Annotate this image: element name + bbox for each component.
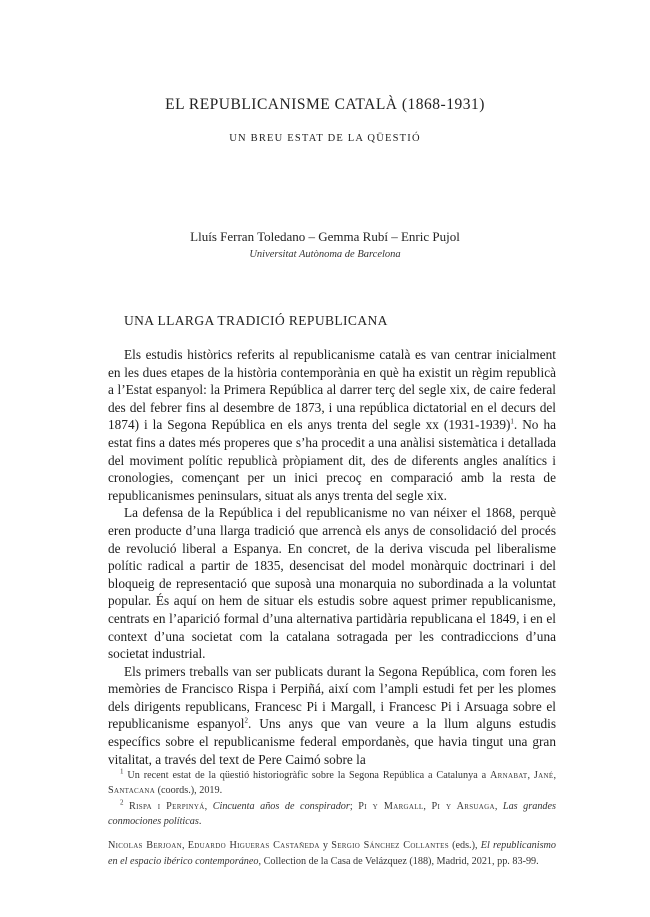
- book-citation: [108, 838, 556, 870]
- footnote-1-text: Un recent estat de la qüestió historiogràfic sobre la Segona República a Catalunya a: [123, 770, 490, 781]
- citation-book-title: El republicanismo en el espacio ibérico contemporáneo: [108, 840, 557, 867]
- body-text: [108, 346, 556, 768]
- citation-sep-2: y: [319, 840, 332, 851]
- footnote-1-author-3: Santacana: [108, 784, 156, 796]
- footnote-1-sep: ,: [527, 770, 534, 781]
- citation-eds: (eds.),: [448, 840, 481, 851]
- citation-editor-3: Sergio Sánchez Collantes: [331, 840, 449, 851]
- article-authors: Lluís Ferran Toledano – Gemma Rubí – Enric Pujol: [190, 229, 460, 244]
- paragraph-3-text-a: Els primers treballs van ser publicats durant la Segona República, com foren les memòries de Francisco Rispa i Perpiñá, així com l’ampli estudi fet per les plomes dels dirigents republicans, Francesc Pi i Margall, i Francesc Pi i Arsuaga sobre el republicanisme espanyol: [108, 663, 556, 732]
- footnote-2-title-1: Cincuenta años de conspirador: [212, 801, 350, 812]
- paragraph-3: [108, 663, 556, 769]
- footnote-1-author-2: Jané: [533, 770, 554, 781]
- footnote-2-number: 2: [120, 798, 124, 807]
- footnote-2: [108, 800, 556, 829]
- article-subtitle: UN BREU ESTAT DE LA QÜESTIÓ: [229, 133, 421, 144]
- paragraph-1-text-b: . No ha estat fins a dates més properes que s’ha procedit a una anàlisi sistemàtica i detallada del moviment polític republicà pròpiament dit, des de diferents angles analítics i cronologies, començant per un inici precoç en comparació amb la resta de republicanismes peninsulars, situat als anys trenta del segle xix.: [108, 417, 556, 503]
- footnote-ref-1[interactable]: 1: [510, 417, 514, 426]
- footnote-1-sep-2: ,: [553, 770, 557, 781]
- footnote-2-title-2: Las grandes conmociones políticas: [108, 801, 557, 827]
- article-title: EL REPUBLICANISME CATALÀ (1868-1931): [165, 96, 485, 113]
- footnote-2-sep-1: ,: [204, 801, 213, 812]
- footnotes: [108, 769, 556, 831]
- footnote-1-author-1: Arnabat: [490, 770, 528, 781]
- paragraph-1-text-a: Els estudis històrics referits al republicanisme català es van centrar inicialment en les dues etapes de la història contemporània en què ha existit un règim republicà a l’Estat espanyol: la Primera República al darrer terç del segle xix, de caire federal des del febrer fins al desembre de 1873, i una república dictatorial en el decurs del 1874) i la Segona República en els anys trenta del segle xx (1931-1939): [108, 347, 556, 433]
- section-heading: UNA LLARGA TRADICIÓ REPUBLICANA: [124, 313, 388, 328]
- footnote-1-text-end: (coords.), 2019.: [155, 784, 223, 796]
- citation-editor-2: Eduardo Higueras Castañeda: [187, 840, 320, 851]
- footnote-2-sep-3: ,: [423, 801, 432, 812]
- citation-rest: , Collection de la Casa de Velázquez (188), Madrid, 2021, pp. 83-99.: [258, 856, 539, 867]
- footnote-2-end: .: [198, 815, 202, 827]
- footnote-2-author-3: Pi y Arsuaga: [431, 801, 495, 812]
- author-affiliation: Universitat Autònoma de Barcelona: [249, 249, 401, 260]
- citation-sep-1: ,: [181, 840, 188, 851]
- footnote-2-sep-2: ;: [349, 801, 359, 812]
- footnote-1: [108, 769, 556, 798]
- footnote-2-author-2: Pi y Margall: [358, 801, 424, 812]
- paragraph-2: La defensa de la República i del republicanisme no van néixer el 1868, perquè eren producte d’una llarga tradició que arrencà els anys de consolidació del procés de revolució liberal a Espanya. En concret, de la deriva viscuda pel liberalisme polític radical a partir de 1835, desencisat del model monàrquic doctrinari i del bloqueig de representació que suposà una monarquia no subordinada a la voluntat popular. És aquí on hem de situar els estudis sobre aquest primer republicanisme, centrats en l’aparició formal d’una alternativa partidària republicana el 1849, i en el context d’una societat com la catalana sotragada per les contradiccions d’una societat industrial.: [108, 505, 556, 662]
- footnote-2-author-1: Rispa i Perpinyá: [129, 801, 205, 812]
- footnote-ref-2[interactable]: 2: [244, 717, 248, 726]
- paragraph-1: [108, 346, 556, 504]
- footnote-2-sep-4: ,: [494, 801, 503, 812]
- paragraph-3-text-b: . Uns anys que van veure a la llum alguns estudis específics sobre el republicanisme federal empordanès, que havia tingut una gran vitalitat, a través del text de Pere Caimó sobre la: [108, 716, 556, 767]
- footnote-1-number: 1: [120, 767, 124, 776]
- citation-editor-1: Nicolas Berjoan: [108, 840, 182, 851]
